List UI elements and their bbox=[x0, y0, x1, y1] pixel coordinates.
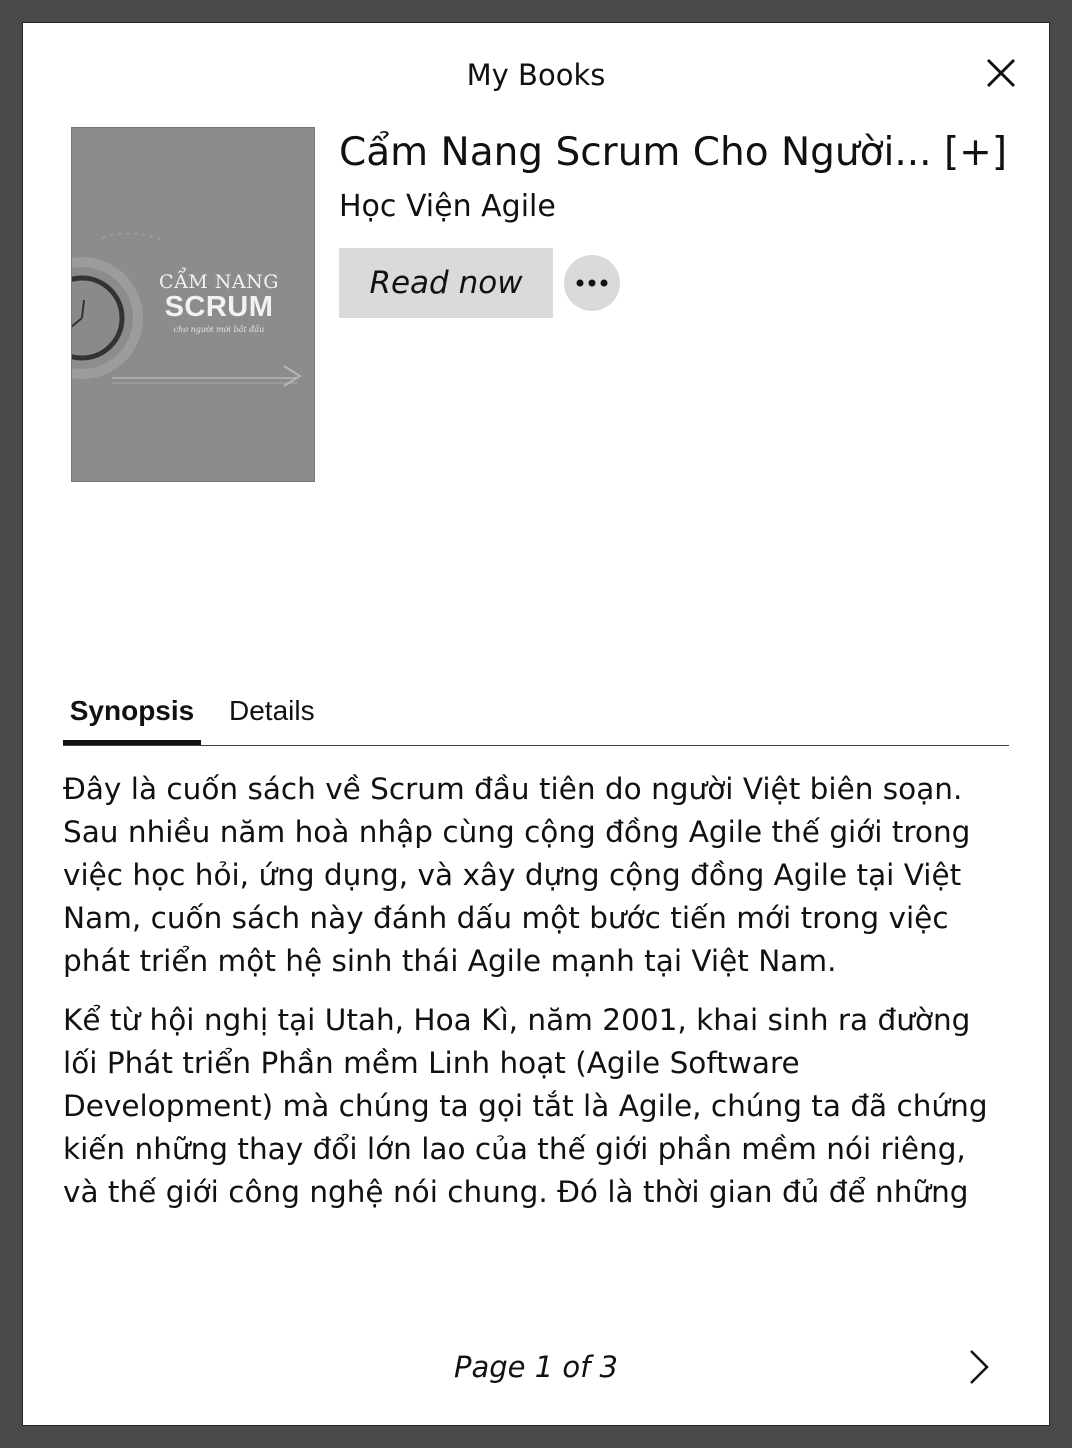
page-indicator: Page 1 of 3 bbox=[453, 1350, 619, 1384]
cover-title bbox=[72, 273, 315, 334]
more-horizontal-icon bbox=[564, 255, 620, 311]
synopsis-text bbox=[63, 768, 1009, 1230]
tab-synopsis[interactable]: Synopsis bbox=[63, 683, 201, 745]
chevron-right-icon bbox=[963, 1345, 993, 1389]
synopsis-paragraph: Kể từ hội nghị tại Utah, Hoa Kì, năm 2001, khai sinh ra đường lối Phát triển Phần mềm Linh hoạt (Agile Software Development) mà chúng ta gọi tắt là Agile, chúng ta đã chứng kiến những thay đổi lớn lao của thế giới phần mềm nói riêng, và thế giới công nghệ nói chung. Đó là thời gian đủ để những bbox=[63, 1003, 988, 1209]
cover-title-line2: SCRUM bbox=[164, 291, 274, 323]
synopsis-paragraph: Đây là cuốn sách về Scrum đầu tiên do người Việt biên soạn. Sau nhiều năm hoà nhập cùng cộng đồng Agile thế giới trong việc học hỏi, ứng dụng, và xây dựng cộng đồng Agile tại Việt Nam, cuốn sách này đánh dấu một bước tiến mới trong việc phát triển một hệ sinh thái Agile mạnh tại Việt Nam. bbox=[63, 772, 971, 978]
close-icon bbox=[981, 53, 1021, 93]
book-cover[interactable] bbox=[71, 127, 315, 482]
read-now-button[interactable]: Read now bbox=[339, 248, 553, 318]
tab-bar bbox=[63, 683, 1009, 746]
book-author: Học Viện Agile bbox=[339, 189, 556, 224]
tab-details[interactable]: Details bbox=[229, 695, 315, 726]
close-button[interactable] bbox=[981, 53, 1021, 93]
more-options-button[interactable] bbox=[564, 255, 620, 311]
cover-subtitle: cho người mới bắt đầu bbox=[173, 325, 265, 334]
next-page-button[interactable] bbox=[963, 1345, 993, 1389]
book-title[interactable]: Cẩm Nang Scrum Cho Người... [+] bbox=[339, 130, 1008, 175]
book-detail-dialog bbox=[22, 22, 1050, 1426]
dialog-title: My Books bbox=[466, 58, 606, 92]
cover-title-line1: CẨM NANG bbox=[159, 271, 279, 293]
